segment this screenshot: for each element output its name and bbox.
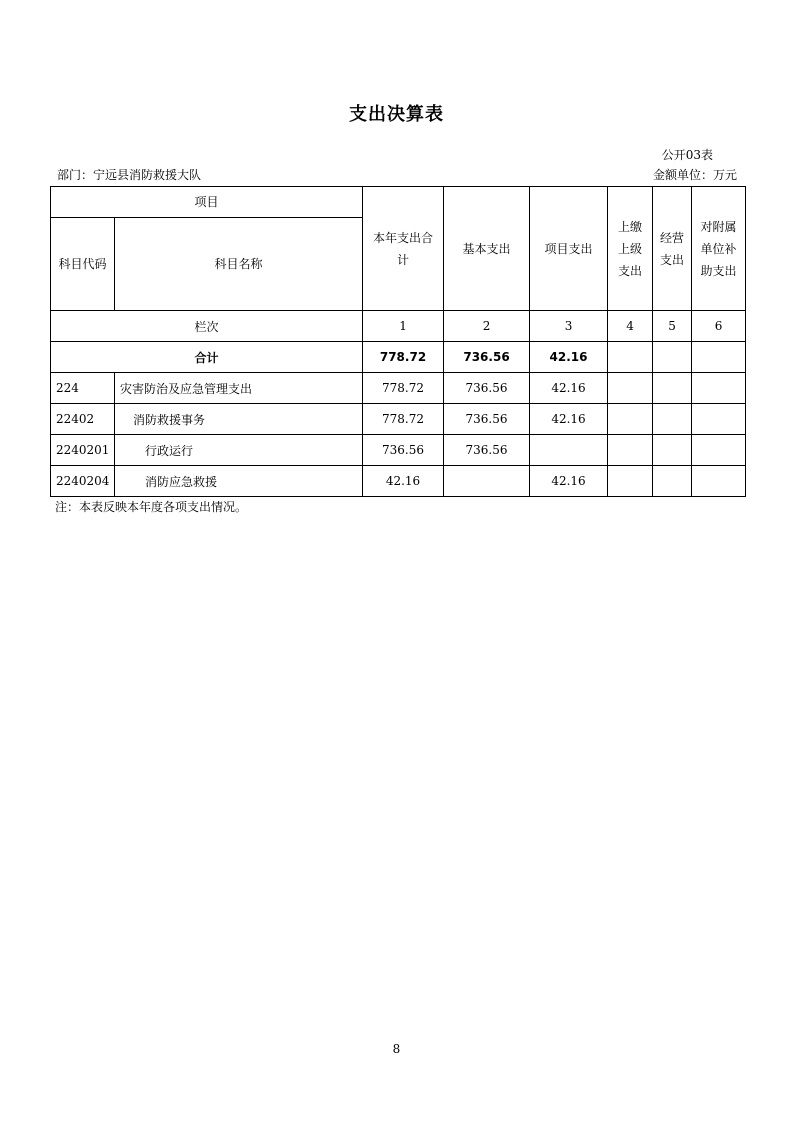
table-row [51, 404, 746, 435]
subject-name: 行政运行 [115, 435, 363, 466]
subsidiary-amount [692, 373, 746, 404]
total-label: 合计 [51, 342, 363, 373]
basic-amount: 736.56 [444, 435, 530, 466]
subject-name: 消防应急救援 [115, 466, 363, 497]
page-title: 支出决算表 [349, 104, 444, 125]
business-amount [653, 435, 692, 466]
total-amount: 736.56 [363, 435, 444, 466]
basic-amount: 736.56 [444, 373, 530, 404]
unit-label: 金额单位：万元 [652, 168, 737, 182]
subsidiary-amount [692, 342, 746, 373]
table-row [51, 435, 746, 466]
column-index-row [51, 311, 746, 342]
subject-name: 灾害防治及应急管理支出 [115, 373, 363, 404]
subject-code: 224 [51, 373, 115, 404]
project-amount: 42.16 [530, 466, 608, 497]
page-number: 8 [392, 1042, 401, 1056]
table-row [51, 373, 746, 404]
business-amount [653, 373, 692, 404]
column-index-label: 栏次 [51, 311, 363, 342]
basic-amount: 736.56 [444, 342, 530, 373]
column-index: 6 [692, 311, 746, 342]
subsidiary-amount [692, 435, 746, 466]
business-amount [653, 342, 692, 373]
upper-amount [608, 373, 653, 404]
header-basic: 基本支出 [444, 187, 530, 311]
subject-name: 消防救援事务 [115, 404, 363, 435]
total-amount: 778.72 [363, 342, 444, 373]
business-amount [653, 404, 692, 435]
subsidiary-amount [692, 466, 746, 497]
project-amount: 42.16 [530, 373, 608, 404]
header-code: 科目代码 [51, 218, 115, 311]
table-row [51, 466, 746, 497]
project-amount: 42.16 [530, 342, 608, 373]
upper-amount [608, 435, 653, 466]
column-index: 3 [530, 311, 608, 342]
total-amount: 778.72 [363, 373, 444, 404]
header-item: 项目 [51, 187, 363, 218]
header-subsidiary: 对附属单位补助支出 [692, 187, 746, 311]
form-number: 公开03表 [661, 148, 713, 162]
expenditure-table [50, 186, 746, 497]
total-row [51, 342, 746, 373]
upper-amount [608, 404, 653, 435]
column-index: 4 [608, 311, 653, 342]
upper-amount [608, 466, 653, 497]
subject-code: 2240204 [51, 466, 115, 497]
column-index: 5 [653, 311, 692, 342]
subject-code: 2240201 [51, 435, 115, 466]
column-index: 2 [444, 311, 530, 342]
header-total: 本年支出合计 [363, 187, 444, 311]
basic-amount [444, 466, 530, 497]
department-label: 部门：宁远县消防救援大队 [57, 168, 202, 182]
header-name: 科目名称 [115, 218, 363, 311]
total-amount: 42.16 [363, 466, 444, 497]
header-project: 项目支出 [530, 187, 608, 311]
header-business: 经营支出 [653, 187, 692, 311]
business-amount [653, 466, 692, 497]
table-note: 注：本表反映本年度各项支出情况。 [55, 500, 248, 514]
column-index: 1 [363, 311, 444, 342]
subsidiary-amount [692, 404, 746, 435]
basic-amount: 736.56 [444, 404, 530, 435]
project-amount [530, 435, 608, 466]
upper-amount [608, 342, 653, 373]
project-amount: 42.16 [530, 404, 608, 435]
total-amount: 778.72 [363, 404, 444, 435]
subject-code: 22402 [51, 404, 115, 435]
header-upper: 上缴上级支出 [608, 187, 653, 311]
